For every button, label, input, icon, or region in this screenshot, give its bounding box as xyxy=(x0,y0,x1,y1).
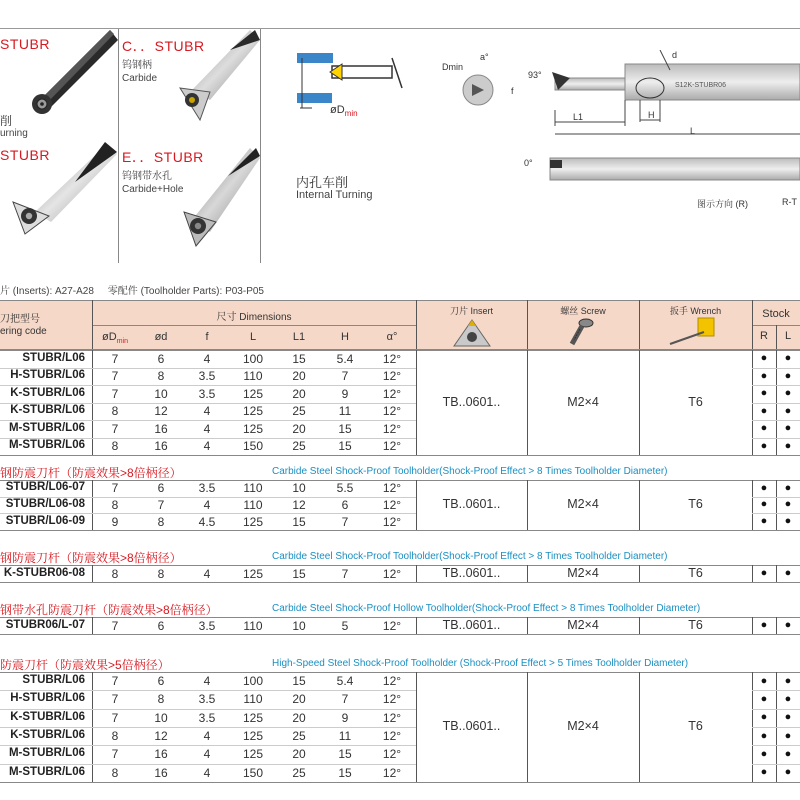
row-divider xyxy=(752,403,800,404)
alpha-cell: 12° xyxy=(382,386,402,401)
l1-cell: 20 xyxy=(292,710,306,725)
screw-icon xyxy=(566,316,596,346)
row-divider xyxy=(0,727,416,728)
header-screw: 螺丝 Screw xyxy=(560,306,606,316)
l1-cell: 10 xyxy=(292,618,306,633)
section-bottom-border xyxy=(0,634,800,635)
d-cell: 6 xyxy=(157,481,165,496)
l-cell: 125 xyxy=(242,747,264,762)
od-min-cell: 9 xyxy=(111,514,119,529)
wrench-value: T6 xyxy=(688,394,703,409)
stock-l-mark: ● xyxy=(784,674,792,687)
alpha-cell: 12° xyxy=(382,765,402,780)
alpha-cell: 12° xyxy=(382,747,402,762)
d-cell: 7 xyxy=(157,497,165,512)
alpha-cell: 12° xyxy=(382,729,402,744)
section-title-en: Carbide Steel Shock-Proof Toolholder(Shock-Proof Effect > 8 Times Toolholder Diameter) xyxy=(272,551,668,562)
h-cell: 5.4 xyxy=(336,674,354,689)
od-min-cell: 7 xyxy=(111,710,119,725)
section-title-en: High-Speed Steel Shock-Proof Toolholder (Shock-Proof Effect > 5 Times Toolholder Diameter) xyxy=(272,658,689,669)
f-cell: 4 xyxy=(203,566,211,581)
row-divider xyxy=(752,727,800,728)
l-cell: 110 xyxy=(243,497,263,512)
h-cell: 15 xyxy=(338,421,352,436)
stock-r-mark: ● xyxy=(760,498,768,511)
stock-r-mark: ● xyxy=(760,352,768,365)
l-cell: 100 xyxy=(242,351,264,366)
h-cell: 7 xyxy=(341,514,349,529)
order-code: STUBR/L06 xyxy=(22,351,85,364)
dmin-label: Dmin xyxy=(442,62,464,72)
h-cell: 15 xyxy=(338,439,352,454)
angle-93-label: 93° xyxy=(528,70,542,80)
col-l: L xyxy=(249,331,257,343)
insert-value: TB..0601.. xyxy=(442,565,501,580)
stock-r-mark: ● xyxy=(760,711,768,724)
d-cell: 6 xyxy=(157,618,165,633)
stock-r-mark: ● xyxy=(760,387,768,400)
order-code: STUBR/L06-08 xyxy=(5,497,85,510)
f-cell: 4 xyxy=(203,404,211,419)
h-cell: 15 xyxy=(338,765,352,780)
od-min-cell: 7 xyxy=(111,351,119,366)
f-cell: 3.5 xyxy=(198,618,216,633)
h-cell: 5.5 xyxy=(336,481,354,496)
d-cell: 12 xyxy=(154,404,168,419)
zero-angle-label: 0° xyxy=(524,158,533,168)
d-cell: 16 xyxy=(154,421,168,436)
col-h: H xyxy=(341,331,349,343)
order-code: M-STUBR/L06 xyxy=(8,747,85,760)
section-title-cn: 钢防震刀杆（防震效果>8倍柄径） xyxy=(0,551,182,565)
section-title-cn: 钢带水孔防震刀杆（防震效果>8倍柄径） xyxy=(0,603,218,617)
stock-l-mark: ● xyxy=(784,498,792,511)
direction-label: 图示方向 (R) xyxy=(697,199,748,209)
screw-value: M2×4 xyxy=(567,394,599,409)
d-cell: 16 xyxy=(154,747,168,762)
od-min-cell: 8 xyxy=(111,404,119,419)
l1-cell: 25 xyxy=(292,765,306,780)
d-label: d xyxy=(672,50,678,60)
stock-l-mark: ● xyxy=(784,439,792,452)
f-cell: 3.5 xyxy=(198,692,216,707)
l-cell: 100 xyxy=(242,674,264,689)
stock-r-mark: ● xyxy=(760,567,768,579)
stock-l-mark: ● xyxy=(784,352,792,365)
l1-cell: 20 xyxy=(292,747,306,762)
f-cell: 3.5 xyxy=(198,386,216,401)
stock-l-mark: ● xyxy=(784,567,792,579)
order-code: K-STUBR/L06 xyxy=(10,729,85,742)
row-divider xyxy=(0,764,416,765)
section-title-cn: 钢防震刀杆（防震效果>8倍柄径） xyxy=(0,466,182,480)
stock-l-mark: ● xyxy=(784,481,792,494)
stock-r-mark: ● xyxy=(760,404,768,417)
d-cell: 6 xyxy=(157,351,165,366)
insert-value: TB..0601.. xyxy=(442,496,501,511)
l1-cell: 25 xyxy=(292,439,306,454)
alpha-cell: 12° xyxy=(382,618,402,633)
f-cell: 3.5 xyxy=(198,710,216,725)
section-title-en: Carbide Steel Shock-Proof Hollow Toolholder(Shock-Proof Effect > 8 Times Toolholder Diameter) xyxy=(272,603,701,614)
boring-bar-steel-photo xyxy=(10,30,118,130)
direction-rt-label: R-T xyxy=(782,197,797,207)
stock-l-mark: ● xyxy=(784,692,792,705)
l-cell: 125 xyxy=(242,404,264,419)
h-cell: 15 xyxy=(338,747,352,762)
col-od: $øD_{min}$ xyxy=(102,331,128,346)
order-code: STUBR/L06 xyxy=(22,674,85,687)
od-min-cell: 7 xyxy=(111,692,119,707)
row-divider xyxy=(752,368,800,369)
stock-r-mark: ● xyxy=(760,481,768,494)
l-cell: 110 xyxy=(243,692,263,707)
stock-l-mark: ● xyxy=(784,711,792,724)
od-min-cell: 7 xyxy=(111,369,119,384)
l-cell: 150 xyxy=(242,439,264,454)
l1-cell: 25 xyxy=(292,404,306,419)
row-divider xyxy=(752,764,800,765)
l-cell: 150 xyxy=(242,765,264,780)
stock-l-mark: ● xyxy=(784,747,792,760)
order-code: H-STUBR/L06 xyxy=(10,692,85,705)
h-cell: 5 xyxy=(341,618,349,633)
insert-value: TB..0601.. xyxy=(442,394,501,409)
stock-l-mark: ● xyxy=(784,619,792,631)
l-cell: 110 xyxy=(243,369,263,384)
type-c-cn: 钨钢柄 xyxy=(122,60,152,71)
section-title-en: Carbide Steel Shock-Proof Toolholder(Shock-Proof Effect > 8 Times Toolholder Diameter) xyxy=(272,466,668,477)
alpha-cell: 12° xyxy=(382,514,402,529)
od-min-cell: 8 xyxy=(111,566,119,581)
order-code: K-STUBR/L06 xyxy=(10,710,85,723)
l-cell: 110 xyxy=(243,618,263,633)
alpha-cell: 12° xyxy=(382,497,402,512)
od-min-cell: 8 xyxy=(111,497,119,512)
l1-cell: 25 xyxy=(292,729,306,744)
internal-turning-cn: 内孔车削 xyxy=(296,175,349,190)
d-cell: 8 xyxy=(157,514,165,529)
stock-r-mark: ● xyxy=(760,729,768,742)
row-divider xyxy=(0,709,416,710)
stock-l-mark: ● xyxy=(784,422,792,435)
d-cell: 6 xyxy=(157,674,165,689)
l1-cell: 20 xyxy=(292,692,306,707)
l1-label: L1 xyxy=(573,112,584,122)
column-border xyxy=(752,617,753,634)
l1-cell: 20 xyxy=(292,421,306,436)
h-cell: 5.4 xyxy=(336,351,354,366)
header-stock: Stock xyxy=(762,308,790,320)
l-cell: 110 xyxy=(243,481,263,496)
od-min-cell: 8 xyxy=(111,765,119,780)
alpha-cell: 12° xyxy=(382,481,402,496)
header-code-cn: 刀把型号 xyxy=(0,314,40,325)
order-code: STUBR06/L-07 xyxy=(5,618,85,631)
screw-value: M2×4 xyxy=(567,617,599,632)
row-divider xyxy=(752,438,800,439)
f-cell: 3.5 xyxy=(198,481,216,496)
od-min-cell: 7 xyxy=(111,481,119,496)
l-label: L xyxy=(690,126,696,136)
l1-cell: 15 xyxy=(292,566,306,581)
order-code: STUBR/L06-09 xyxy=(5,514,85,527)
dimension-drawing xyxy=(510,50,800,200)
column-border xyxy=(776,480,777,530)
f-cell: 4 xyxy=(203,439,211,454)
h-cell: 7 xyxy=(341,692,349,707)
l1-cell: 15 xyxy=(292,514,306,529)
h-cell: 7 xyxy=(341,566,349,581)
alpha-cell: 12° xyxy=(382,404,402,419)
stock-r-mark: ● xyxy=(760,766,768,779)
stock-r-mark: ● xyxy=(760,422,768,435)
col-d: ød xyxy=(154,331,168,343)
row-divider xyxy=(752,420,800,421)
d-cell: 8 xyxy=(157,566,165,581)
section-top-border xyxy=(0,672,800,673)
header-insert: 刀片 Insert xyxy=(449,306,493,316)
parts-reference: 片 (Inserts): A27-A28 零配件 (Toolholder Parts): P03-P05 xyxy=(0,286,264,297)
h-cell: 6 xyxy=(341,497,349,512)
insert-value: TB..0601.. xyxy=(442,617,501,632)
stock-l-mark: ● xyxy=(784,369,792,382)
h-cell: 9 xyxy=(341,386,349,401)
row-divider xyxy=(0,690,416,691)
h-cell: 9 xyxy=(341,710,349,725)
type-b-code: STUBR xyxy=(0,147,50,163)
screw-value: M2×4 xyxy=(567,565,599,580)
header-dimensions: 尺寸 Dimensions xyxy=(216,312,292,323)
stock-l-mark: ● xyxy=(784,387,792,400)
header-wrench: 扳手 Wrench xyxy=(669,306,722,316)
alpha-cell: 12° xyxy=(382,710,402,725)
alpha-cell: 12° xyxy=(382,692,402,707)
section-bottom-border xyxy=(0,782,800,783)
alpha-cell: 12° xyxy=(382,674,402,689)
d-cell: 10 xyxy=(154,386,168,401)
alpha-cell: 12° xyxy=(382,566,402,581)
order-code: H-STUBR/L06 xyxy=(10,369,85,382)
l-cell: 125 xyxy=(242,421,264,436)
row-divider xyxy=(752,385,800,386)
l-cell: 125 xyxy=(242,710,264,725)
type-c-code: C．．STUBR xyxy=(122,38,205,54)
order-code: K-STUBR/L06 xyxy=(10,386,85,399)
alpha-cell: 12° xyxy=(382,421,402,436)
header-stock-r: R xyxy=(760,330,768,342)
section-title-cn: 防震刀杆（防震效果>5倍柄径） xyxy=(0,658,170,672)
section-bottom-border xyxy=(0,582,800,583)
l-cell: 125 xyxy=(242,729,264,744)
alpha-cell: 12° xyxy=(382,351,402,366)
order-code: STUBR/L06-07 xyxy=(5,481,85,494)
od-min-cell: 7 xyxy=(111,386,119,401)
od-min-cell: 7 xyxy=(111,747,119,762)
type-e-cn: 钨钢带水孔 xyxy=(122,171,172,182)
header-stock-l: L xyxy=(784,330,792,342)
type-c-en: Carbide xyxy=(122,73,158,84)
stock-l-mark: ● xyxy=(784,515,792,527)
order-code: M-STUBR/L06 xyxy=(8,765,85,778)
l-cell: 125 xyxy=(242,386,264,401)
l1-cell: 20 xyxy=(292,369,306,384)
screw-value: M2×4 xyxy=(567,496,599,511)
type-a-cn: 削 xyxy=(0,114,13,128)
f-label: f xyxy=(511,86,514,96)
stock-r-mark: ● xyxy=(760,747,768,760)
row-divider xyxy=(752,690,800,691)
order-code: M-STUBR/L06 xyxy=(8,421,85,434)
stock-r-mark: ● xyxy=(760,515,768,527)
insert-icon xyxy=(452,318,492,348)
od-min-cell: 7 xyxy=(111,674,119,689)
boring-bar-carbide-hole-photo xyxy=(170,148,260,258)
d-cell: 16 xyxy=(154,439,168,454)
stock-r-mark: ● xyxy=(760,439,768,452)
type-a-en: urning xyxy=(0,128,28,139)
dmin-section-diagram xyxy=(460,70,500,110)
type-e-en: Carbide+Hole xyxy=(122,184,184,195)
type-e-code: E．．STUBR xyxy=(122,149,204,165)
od-min-cell: 8 xyxy=(111,729,119,744)
internal-turning-en: Internal Turning xyxy=(296,189,373,201)
wrench-value: T6 xyxy=(688,718,703,733)
l1-cell: 15 xyxy=(292,351,306,366)
f-cell: 4 xyxy=(203,765,211,780)
stock-l-mark: ● xyxy=(784,766,792,779)
f-cell: 4 xyxy=(203,729,211,744)
od-min-cell: 7 xyxy=(111,618,119,633)
f-cell: 4 xyxy=(203,674,211,689)
od-min-cell: 7 xyxy=(111,421,119,436)
h-cell: 7 xyxy=(341,369,349,384)
col-l1: L1 xyxy=(292,331,306,343)
h-cell: 11 xyxy=(338,404,352,419)
col-alpha: α° xyxy=(386,331,398,343)
column-border xyxy=(776,565,777,582)
section-bottom-border xyxy=(0,530,800,531)
l1-cell: 12 xyxy=(292,497,306,512)
d-cell: 8 xyxy=(157,692,165,707)
alpha-cell: 12° xyxy=(382,439,402,454)
h-label: H xyxy=(648,110,655,120)
d-cell: 10 xyxy=(154,710,168,725)
alpha-label: a° xyxy=(480,52,489,62)
l1-cell: 10 xyxy=(292,481,306,496)
col-f: f xyxy=(205,331,209,343)
wrench-value: T6 xyxy=(688,617,703,632)
wrench-icon xyxy=(664,316,724,346)
l-cell: 125 xyxy=(242,566,264,581)
wrench-value: T6 xyxy=(688,496,703,511)
d-cell: 16 xyxy=(154,765,168,780)
order-code: K-STUBR/L06 xyxy=(10,404,85,417)
stock-l-mark: ● xyxy=(784,404,792,417)
f-cell: 4.5 xyxy=(198,514,216,529)
column-border xyxy=(776,617,777,634)
boring-bar-carbide-photo xyxy=(170,30,260,130)
column-border xyxy=(752,480,753,530)
wrench-value: T6 xyxy=(688,565,703,580)
screw-value: M2×4 xyxy=(567,718,599,733)
boring-bar-steel-b-photo xyxy=(5,142,118,252)
f-cell: 4 xyxy=(203,747,211,762)
od-min-cell: 8 xyxy=(111,439,119,454)
insert-value: TB..0601.. xyxy=(442,718,501,733)
f-cell: 4 xyxy=(203,421,211,436)
od-min-label: $øD_{min}$ xyxy=(330,104,358,119)
f-cell: 4 xyxy=(203,351,211,366)
d-cell: 12 xyxy=(154,729,168,744)
h-cell: 11 xyxy=(338,729,352,744)
stock-l-mark: ● xyxy=(784,729,792,742)
type-a-code: STUBR xyxy=(0,36,50,52)
l-cell: 125 xyxy=(242,514,264,529)
alpha-cell: 12° xyxy=(382,369,402,384)
f-cell: 3.5 xyxy=(198,369,216,384)
header-code-en: ering code xyxy=(0,326,47,337)
stock-r-mark: ● xyxy=(760,369,768,382)
order-code: M-STUBR/L06 xyxy=(8,439,85,452)
stock-r-mark: ● xyxy=(760,692,768,705)
stock-r-mark: ● xyxy=(760,674,768,687)
f-cell: 4 xyxy=(203,497,211,512)
order-code: K-STUBR06-08 xyxy=(3,566,85,579)
row-divider xyxy=(752,709,800,710)
svg-text:S12K-STUBR06: S12K-STUBR06 xyxy=(675,82,726,89)
row-divider xyxy=(0,745,416,746)
row-divider xyxy=(752,745,800,746)
d-cell: 8 xyxy=(157,369,165,384)
column-border xyxy=(752,565,753,582)
l1-cell: 15 xyxy=(292,674,306,689)
stock-r-mark: ● xyxy=(760,619,768,631)
section-bottom-border xyxy=(0,455,800,456)
l1-cell: 20 xyxy=(292,386,306,401)
